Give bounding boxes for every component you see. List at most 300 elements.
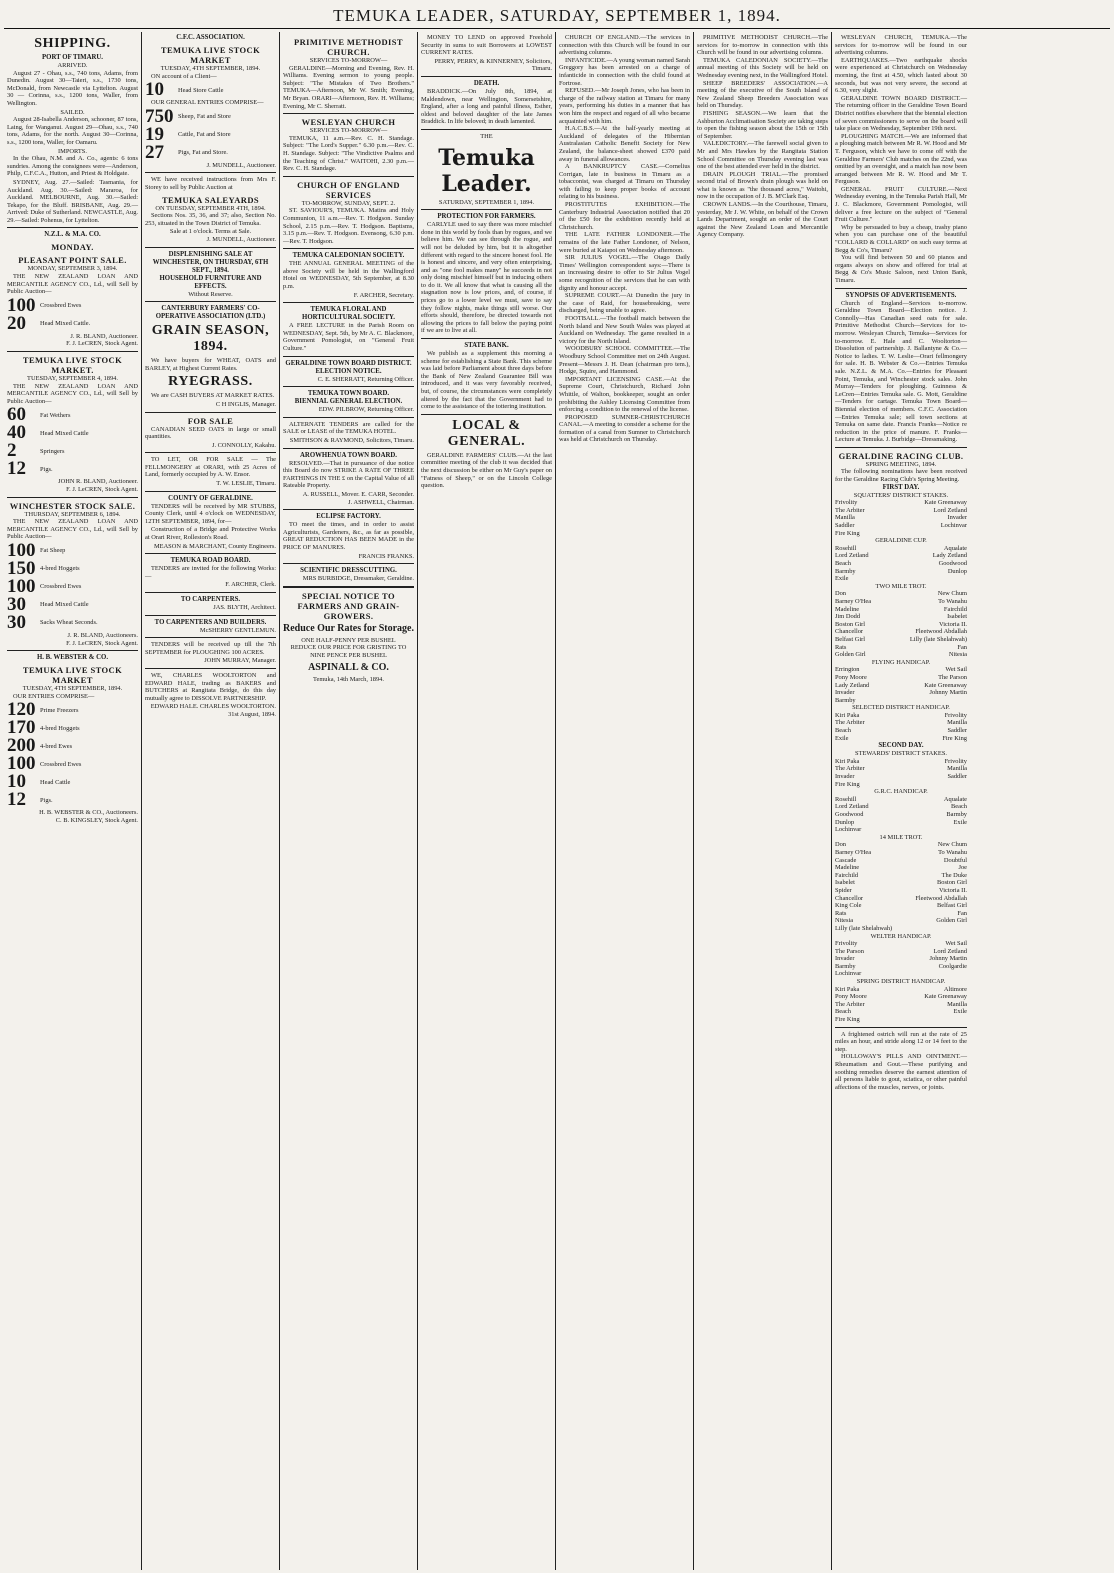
race-heading: TWO MILE TROT. xyxy=(875,582,927,590)
state-bank-article: We publish as a supplement this morning a scheme for establishing a State Bank. This scheme was laid before Parliament about three days before the Bank of New Zealand Guarantee Bill was introduced, and it was very favorably received, but, of course, the circumstances were completely altered by the fact that the Government had to come to the assistance of the tottering institution. xyxy=(421,350,552,411)
horse-name: Pony Moore xyxy=(835,993,867,1001)
horse-name: Fairchild xyxy=(943,605,967,613)
race-heading: SQUATTERS' DISTRICT STAKES. xyxy=(853,491,949,499)
imports-text: In the Ohau, N.M. and A. Co., agents: 6 tons sundries. Among the consignees were—Anderson, Philp, C.F.C.A., Hutton, and Priest & Holdgate. xyxy=(7,155,138,178)
stock-agent: F. J. LeCREN, Stock Agent. xyxy=(66,639,138,647)
horse-name: Manilla xyxy=(947,765,967,773)
horse-row xyxy=(835,970,967,978)
horse-name: Barmby xyxy=(835,962,856,970)
horse-row xyxy=(835,727,967,735)
column-2 xyxy=(142,32,280,1570)
horse-list xyxy=(835,796,967,834)
horse-name: Chancellor xyxy=(835,628,864,636)
race-heading: STEWARDS' DISTRICT STAKES. xyxy=(855,750,947,758)
horse-list xyxy=(835,758,967,788)
stock-agent: F. J. LeCREN, Stock Agent. xyxy=(66,486,138,493)
horse-row xyxy=(835,917,967,925)
horse-name: Invader xyxy=(835,955,855,963)
horse-name: Kiri Paka xyxy=(835,711,860,719)
horse-name: Doubtful xyxy=(943,856,967,864)
race-heading: FLYING HANDICAP. xyxy=(871,658,931,666)
horse-name: Lochinvar xyxy=(835,826,862,834)
column-3 xyxy=(280,32,418,1570)
horse-row xyxy=(835,682,967,690)
floral-text: A FREE LECTURE in the Parish Room on WEDNESDAY, Sept. 5th, by Mr A. C. Blackmore, Government Pomologist, on "General Fruit Culture." xyxy=(283,322,414,353)
lot-number: 60 xyxy=(7,404,26,426)
horse-name: Errington xyxy=(835,666,860,674)
horse-name: Kate Greenaway xyxy=(924,681,967,689)
horse-name: Rats xyxy=(835,909,847,917)
lot-text: Head Mixed Cattle xyxy=(40,601,89,609)
lot-number: 750 xyxy=(145,105,174,127)
horse-name: Goodwood xyxy=(938,560,967,567)
primitive-heading: PRIMITIVE METHODIST CHURCH. xyxy=(294,37,403,57)
biennial-heading: BIENNIAL GENERAL ELECTION. xyxy=(294,398,403,406)
news-item: FISHING SEASON.—We learn that the Ashburton Acclimatisation Society are taking steps to open the fishing season about the 15th or 15th of September. xyxy=(697,109,828,140)
news-item: A frightened ostrich will run at the rate of 25 miles an hour, and stride along 12 or 14 feet to the step. xyxy=(835,1030,967,1053)
horse-row xyxy=(835,514,967,522)
horse-row xyxy=(835,712,967,720)
aspinall-date: Temuka, 14th March, 1894. xyxy=(313,675,384,683)
horse-row xyxy=(835,1008,967,1016)
exports-text: SYDNEY, Aug. 27.—Sailed: Tasmania, for Auckland. Aug. 30.—Sailed: Mararoa, for Auckland. MELBOURNE, Aug. 30.—Sailed: Tekapo, for the Bluff. BRISBANE, Aug. 29.— Arrived: Duke of Sutherland. NEWCASTLE, Aug. 29.—Sailed: Pohenus, for Lyttelton. xyxy=(7,178,138,224)
horse-name: Beach xyxy=(835,727,851,735)
hbw-heading: H. B. WEBSTER & CO. xyxy=(36,654,109,662)
lot-number: 100 xyxy=(7,753,36,775)
death-heading: DEATH. xyxy=(473,79,500,87)
horse-name: To Wanahu xyxy=(938,597,967,605)
horse-name: Altimore xyxy=(943,985,967,993)
lot-text: Head Store Cattle xyxy=(178,86,224,94)
horse-row xyxy=(835,697,967,705)
lot-item xyxy=(7,773,138,791)
news-item: PLOUGHING MATCH.—We are informed that a ploughing match between Mr R. W. Hood and Mr T. Ferguson, which we have to come off with the Geraldine Farmers' Club matches on the 22nd, was omitted by an oversight, and a match has now been arranged between Mr R. W. Hood and Mr T. Ferguson. xyxy=(835,132,967,186)
horse-name: Beach xyxy=(951,803,967,811)
news-item: PROPOSED SUMNER-CHRISTCHURCH CANAL.—A meeting to consider a scheme for the formation of a canal from Sumner to Christchurch was held at Christchurch on Thursday. xyxy=(559,413,690,444)
race-heading: 14 MILE TROT. xyxy=(879,833,923,841)
horse-name: Exile xyxy=(835,734,849,742)
sale-time: Sale at 1 o'clock. Terms at Sale. xyxy=(169,228,252,236)
horse-name: To Wanahu xyxy=(938,848,967,856)
horse-name: Aqualate xyxy=(943,795,967,803)
news-item: FOOTBALL.—The football match between the North Island and New South Wales was played at Auckland on Wednesday. The game resulted in a victory for the North Island. xyxy=(559,314,690,345)
horse-row xyxy=(835,811,967,819)
horse-name: Fire King xyxy=(835,1016,860,1024)
lot-text: 4-bred Ewes xyxy=(40,742,73,750)
dressmaking-heading: SCIENTIFIC DRESSCUTTING. xyxy=(300,567,397,575)
for-sale-heading: FOR SALE xyxy=(187,415,234,426)
news-item: EARTHQUAKES.—Two earthquake shocks were experienced at Christchurch on Wednesday morning, the first at 4.50, which lasted about 30 seconds, but was not very severe, the second at 6.30, very slight. xyxy=(835,56,967,95)
news-item: GENERAL FRUIT CULTURE.—Next Wednesday evening, in the Temuka Parish Hall, Mr J. C. Blackmore, Government Pomologist, will deliver a free lecture on the subject of "General Fruit Culture." xyxy=(835,185,967,224)
sections-text: Sections Nos. 35, 36, and 37; also, Section No. 253, situated in the Town District of Temuka. xyxy=(145,212,276,227)
horse-name: Lord Zetland xyxy=(933,506,967,514)
lot-number: 100 xyxy=(7,575,36,597)
horse-row xyxy=(835,590,967,598)
church-england-heading: CHURCH OF ENGLAND SERVICES xyxy=(297,179,400,200)
horse-name: Don xyxy=(835,590,847,598)
news-item: VALEDICTORY.—The farewell social given to Mr and Mrs Hawkes by the Rangitata Station School Committee on Thursday evening last was one of the best attended ever held in the district. xyxy=(697,140,828,171)
racing-club-heading: GERALDINE RACING CLUB. xyxy=(838,450,964,461)
horse-name: Victoria II. xyxy=(938,886,967,894)
horse-list xyxy=(835,590,967,658)
grain-season-heading: GRAIN SEASON, 1894. xyxy=(151,323,270,355)
state-bank-heading: STATE BANK. xyxy=(464,342,509,350)
horse-name: Don xyxy=(835,841,847,849)
news-item: A BANKRUPTCY CASE.—Cornelius Corrigan, late in business in Timaru as a tobacconist, was charged at Timaru on Thursday with failing to keep proper books of account relating to his business. xyxy=(559,163,690,201)
horse-name: The Arbiter xyxy=(835,1000,865,1008)
stock-agent: C. B. KINGSLEY, Stock Agent. xyxy=(55,816,138,824)
franks-sign: FRANCIS FRANKS. xyxy=(358,552,414,560)
news-item: INFANTICIDE.—A young woman named Sarah Greggory has been arrested on a charge of infanticide in connection with the child found at Fortrose. xyxy=(559,56,691,87)
solicitors-sign: PERRY, PERRY, & KINNERNEY, Solicitors, Timaru. xyxy=(434,57,552,73)
news-item: DRAIN PLOUGH TRIAL.—The promised second trial of Brown's drain plough was held on what is known as "the thousand acres," Waitohi, now in the occupation of J. B. M'Clark Esq. xyxy=(697,170,828,201)
church-text: ST. SAVIOUR'S, TEMUKA. Matins and Holy Communion, 11 a.m.—Rev. T. Hodgson. Sunday School, 2.15 p.m.—Rev. T. Hodgson. Baptisms, 3.15 p.m.—Rev. T. Hodgson. Evensong, 6.30 p.m.—Rev. T. Hodgson. xyxy=(283,207,414,245)
horse-name: Invader xyxy=(947,514,967,522)
services-label: SERVICES TO-MORROW— xyxy=(309,127,388,135)
lot-number: 12 xyxy=(7,789,26,811)
shipping-heading: SHIPPING. xyxy=(34,36,111,51)
horse-name: Boston Girl xyxy=(835,620,866,628)
lot-item xyxy=(145,81,276,99)
horse-name: Lochinvar xyxy=(835,970,862,978)
eclipse-text: TO meet the times, and in order to assist Agriculturists, Gardeners, &c., as far as possible, GREAT REDUCTION HAS BEEN MADE in the PRICE OF MANURES. xyxy=(283,521,414,551)
horse-row xyxy=(835,864,967,872)
secretary-sign: F. ARCHER, Secretary. xyxy=(353,291,414,299)
lot-text: Prime Freezers xyxy=(40,706,79,714)
lot-text: 4-bred Hoggets xyxy=(40,724,80,732)
horse-name: Chancellor xyxy=(835,894,864,902)
column-6 xyxy=(694,32,832,1570)
money-text: MONEY TO LEND on approved Freehold Security in sums to suit Borrowers at LOWEST CURRENT RATES. xyxy=(421,34,552,57)
solicitors-sign: SMITHSON & RAYMOND, Solicitors, Timaru. xyxy=(289,437,414,444)
news-item: IMPORTANT LICENSING CASE.—At the Supreme Court, Christchurch, Richard John Whittle, of Walton, bookkeeper, sought an order prohibiting the Ashley Licensing Committee from enforcing a condition to the renewal of the license. xyxy=(559,375,690,414)
horse-list xyxy=(835,499,967,537)
lot-number: 150 xyxy=(7,557,36,579)
lot-text: Fat Sheep xyxy=(40,547,66,555)
horse-name: New Chum xyxy=(937,841,967,849)
horse-row xyxy=(835,803,967,811)
lot-text: Head Cattle xyxy=(40,778,71,786)
lot-number: 30 xyxy=(7,593,26,615)
horse-row xyxy=(835,606,967,614)
protection-heading: PROTECTION FOR FARMERS. xyxy=(437,213,536,221)
column-4 xyxy=(418,32,556,1570)
horse-row xyxy=(835,796,967,804)
horse-row xyxy=(835,545,967,553)
horse-row xyxy=(835,575,967,583)
lot-text: Cattle, Fat and Store xyxy=(178,131,231,139)
instructions-text: WE have received instructions from Mrs F. Storey to sell by Public Auction at xyxy=(145,176,276,191)
horse-name: Lilly (late Shelahwah) xyxy=(909,635,967,643)
halfpenny-text: ONE HALF-PENNY PER BUSHEL xyxy=(301,636,396,644)
horse-name: Invader xyxy=(835,689,855,697)
horse-row xyxy=(835,507,967,515)
news-item: Why be persuaded to buy a cheap, trashy piano when you can purchase one of the beautiful "COLLARD & COLLARD" on such easy terms at Begg & Co's, Timaru? xyxy=(835,223,967,254)
horse-row xyxy=(835,666,967,674)
synopsis-text: Church of England—Services to-morrow. Geraldine Town Board—Election notice. J. Connolly—Has Canadian seed oats for sale. Primitive Methodist Church—Services for to-morrow. Wesleyan Church, Temuka—Services for to-morrow. E. Hale and C. Wooltorton—Dissolution of partnership. J. Ballantyne & Co.—Notice to ladies. T. W. Leslie—Orari fellmongery for sale. H. B. Webster & Co.—Entries Temuka sale. N.Z.L. & M.A. Co.—Entries for Pleasant Point, Temuka, and Winchester stock sales. John Murray—Tenders for ploughing. Guinness & LeCren—Entries Temuka sale. G. Mott, Geraldine—Tenders for cartage. Temuka Town Board—Biennial election of members. C.F.C. Association—Entries Temuka sale; sell town sections at Temuka on same date. Francis Franks—Notice re reduction in the price of manure. F. Franks—Lecture at Temuka. J. Burbidge—Dressmaking. xyxy=(835,299,967,444)
horse-name: Lord Zetland xyxy=(835,803,869,811)
lot-text: Pigs, Fat and Store. xyxy=(178,149,228,157)
race-heading: SELECTED DISTRICT HANDICAP. xyxy=(852,704,950,712)
horse-name: Manilla xyxy=(835,514,855,522)
horse-name: Fire King xyxy=(835,529,860,537)
horse-name: The Parson xyxy=(938,673,967,681)
lot-text: Crossbred Ewes xyxy=(40,760,82,768)
horse-name: Jim Dodd xyxy=(835,613,861,621)
reduce-heading: Reduce Our Rates for Storage. xyxy=(283,622,414,634)
news-item: TEMUKA CALEDONIAN SOCIETY.—The annual meeting of this Society will be held on Wednesday evening next, in the Wallingford Hotel. xyxy=(697,56,828,79)
lot-number: 100 xyxy=(7,294,36,316)
monday-heading: MONDAY. xyxy=(51,242,94,253)
lot-text: Sheep, Fat and Store xyxy=(178,113,231,121)
horse-name: Saddler xyxy=(947,727,967,735)
horse-name: Kiri Paka xyxy=(835,757,860,765)
horse-row xyxy=(835,621,967,629)
horse-name: Joe xyxy=(958,864,967,872)
horse-name: Fan xyxy=(957,643,967,651)
arowhenua-heading: AROWHENUA TOWN BOARD. xyxy=(300,451,397,459)
returning-officer: EDW. PILBROW, Returning Officer. xyxy=(318,406,414,414)
caledonian-text: THE ANNUAL GENERAL MEETING of the above Society will be held in the Wallingford Hotel on WEDNESDAY, 5th September, at 8.30 p.m. xyxy=(283,260,414,291)
horse-name: Aqualate xyxy=(943,544,967,552)
death-text: BRADDICK.—On July 8th, 1894, at Maldendown, near Wellington, Somersetshire, England, after a long and painful illness, Esther, oldest and beloved daughter of the late James Braddick. In life beloved; in death lamented. xyxy=(421,87,552,126)
horse-list xyxy=(835,841,967,932)
race-heading: SPRING DISTRICT HANDICAP. xyxy=(856,978,946,986)
lot-number: 200 xyxy=(7,735,36,757)
horse-name: Exile xyxy=(953,818,967,826)
horse-name: Golden Girl xyxy=(936,917,967,925)
buyers-text: We have buyers for WHEAT, OATS and BARLEY, at Highest Current Rates. xyxy=(145,357,276,372)
horse-row xyxy=(835,895,967,903)
auctioneer: H. B. WEBSTER & CO., Auctioneers. xyxy=(39,809,138,817)
entries-text: OUR ENTRIES COMPRISE— xyxy=(13,692,95,700)
horse-name: Manilla xyxy=(947,1000,967,1008)
horse-name: Beach xyxy=(835,1008,851,1016)
horse-row xyxy=(835,522,967,530)
horse-name: Pony Moore xyxy=(835,673,867,681)
masthead: TEMUKA LEADER, SATURDAY, SEPTEMBER 1, 1894. xyxy=(333,6,781,25)
lot-text: Pigs. xyxy=(40,796,53,804)
services-label: SERVICES TO-MORROW— xyxy=(309,57,388,64)
horse-name: Lady Zetland xyxy=(835,681,870,689)
contractor-sign: McSHERRY GENTLEMUN. xyxy=(199,626,276,634)
news-item: CROWN LANDS.—In the Courthouse, Timaru, yesterday, Mr J. W. White, on behalf of the Crown Lands Department, sought an order of the Court against the New Zealand Loan and Mercantile Agency Company. xyxy=(697,201,828,239)
horse-name: Madeline xyxy=(835,864,860,872)
news-item: THE LATE FATHER LONDONER.—The remains of the late Father Londoner, of Nelson, were buried at Kaiapoi on Wednesday afternoon. xyxy=(559,231,690,254)
news-item: WOODBURY SCHOOL COMMITTEE.—The Woodbury School Committee met on 24th August. Present—Messrs J. H. Dean (chairman pro tem.), Hodge, Squire, and Hammond. xyxy=(559,345,690,376)
pleasant-heading: PLEASANT POINT SALE. xyxy=(18,255,127,266)
lot-number: 10 xyxy=(7,771,26,793)
horse-row xyxy=(835,773,967,781)
temuka-board-heading: TEMUKA TOWN BOARD. xyxy=(307,390,390,398)
horse-name: Barmby xyxy=(946,811,967,818)
column-1 xyxy=(4,32,142,1570)
geraldine-board-heading: GERALDINE TOWN BOARD DISTRICT. xyxy=(285,359,412,367)
auctioneer: JOHN R. BLAND, Auctioneer. xyxy=(58,478,138,486)
auctioneer: J. MUNDELL, Auctioneer. xyxy=(206,161,276,169)
horse-name: Dunlop xyxy=(835,818,855,826)
issue-date: SATURDAY, SEPTEMBER 1, 1894. xyxy=(438,198,535,206)
horse-row xyxy=(835,925,967,933)
lot-number: 2 xyxy=(7,440,17,462)
horse-row xyxy=(835,948,967,956)
clerk-sign: F. ARCHER, Clerk. xyxy=(225,581,276,589)
sailed-label: SAILED. xyxy=(60,108,85,116)
lot-item xyxy=(7,791,138,809)
lot-item xyxy=(145,123,276,145)
local-general-heading: LOCAL & GENERAL. xyxy=(447,417,526,449)
sale-date: TUESDAY, 4TH SEPTEMBER, 1894. xyxy=(160,65,261,72)
lot-text: Sacks Wheat Seconds. xyxy=(40,619,98,627)
seed-oats-text: CANADIAN SEED OATS in large or small quantities. xyxy=(145,425,276,441)
horse-name: Fire King xyxy=(835,780,860,788)
lot-number: 120 xyxy=(7,699,36,721)
lot-text: Crossbred Ewes xyxy=(40,583,82,591)
manager-sign: C H INGLIS, Manager. xyxy=(215,400,276,408)
election-heading: ELECTION NOTICE. xyxy=(315,367,382,375)
temuka-live-heading: TEMUKA LIVE STOCK MARKET xyxy=(160,45,261,65)
horse-row xyxy=(835,758,967,766)
without-reserve: Without Reserve. xyxy=(188,290,233,298)
horse-name: Invader xyxy=(835,773,855,781)
horse-name: King Cole xyxy=(835,902,862,910)
architect-sign: JAS. BLYTH, Architect. xyxy=(213,604,276,611)
horse-row xyxy=(835,993,967,1001)
protection-article: CARLYLE used to say there was more mischief done in this world by fools than by rogues, and we believe him. We can see through the rogue, and will not be deluded by him, but it is altogether different with regard to the sincere honest fool. He is honest and sincere, and very often enterprising, and as "one fool makes many" he succeeds in not only doing mischief himself but in inducing others to do it. We all know that what is causing all the stagnation now is low prices, and, of course, if prices go to a lower level we must, save to say they follow nights, make things still worse. Our efforts should, therefore, be directed towards not allowing the prices to fall below the paying point if we are to live at all. xyxy=(421,221,552,335)
horse-name: Barney O'Hea xyxy=(835,597,872,605)
news-item: SIR JULIUS VOGEL.—The Otago Daily Times' Wellington correspondent says:—There is an increasing desire to offer to Sir Julius Vogel some recognition of the services that he can with dignity and honour accept. xyxy=(559,254,690,292)
resolved-text: RESOLVED.—That in pursuance of due notice this Board do now STRIKE A RATE OF THREE FARTHINGS IN THE £ on the Capital Value of all Rateable Property. xyxy=(283,459,414,490)
engineers-sign: MEASON & MARCHANT, County Engineers. xyxy=(153,542,276,550)
horse-row xyxy=(835,644,967,652)
winchester-heading: WINCHESTER STOCK SALE. xyxy=(9,500,136,511)
horse-name: Saddler xyxy=(835,522,855,530)
church-date: TO-MORROW, SUNDAY, SEPT. 2. xyxy=(301,199,396,207)
horse-row xyxy=(835,613,967,621)
horse-row xyxy=(835,887,967,895)
news-item: PRIMITIVE METHODIST CHURCH.—The services for to-morrow in connection with this Church will be found in our advertising columns. xyxy=(697,34,828,57)
general-text: OUR GENERAL ENTRIES COMPRISE— xyxy=(151,99,264,107)
horse-row xyxy=(835,735,967,743)
horse-row xyxy=(835,568,967,576)
plough-text: TENDERS will be received up till the 7th SEPTEMBER for PLOUGHING 100 ACRES. xyxy=(145,641,276,656)
news-item: WESLEYAN CHURCH, TEMUKA.—The services for to-morrow will be found in our advertising columns. xyxy=(835,34,967,57)
lot-number: 30 xyxy=(7,611,26,633)
lot-number: 20 xyxy=(7,312,26,334)
horse-name: Lochinvar xyxy=(940,522,967,530)
carpenters-heading: TO CARPENTERS. xyxy=(180,596,241,603)
horse-row xyxy=(835,841,967,849)
horse-row xyxy=(835,819,967,827)
horse-name: Kate Greenaway xyxy=(924,993,967,1001)
horse-row xyxy=(835,879,967,887)
nz-loan-text: THE NEW ZEALAND LOAN AND MERCANTILE AGENCY CO., Ld., will Sell by Public Auction— xyxy=(7,273,138,296)
horse-name: Isabelet xyxy=(835,879,855,887)
horse-list xyxy=(835,940,967,978)
horse-row xyxy=(835,940,967,948)
lot-text: Head Mixed Cattle. xyxy=(40,320,91,328)
racing-intro: The following nominations have been received for the Geraldine Racing Club's Spring Meeting. xyxy=(835,468,967,484)
horse-name: Wet Sail xyxy=(945,666,967,674)
auctioneer: J. R. BLAND, Auctioneer. xyxy=(70,332,138,340)
horse-name: Fleetwood Abdallah xyxy=(915,628,967,636)
lot-item xyxy=(7,406,138,424)
lot-number: 12 xyxy=(7,458,26,480)
partnership-text: WE, CHARLES WOOLTORTON and EDWARD HALE, trading as BAKERS and BUTCHERS at Rangitata Bridge, do this day mutually agree to DISSOLVE PARTNERSHIP. xyxy=(145,671,276,702)
lot-text: Fat Wethers xyxy=(40,411,71,419)
horse-list xyxy=(835,545,967,583)
eclipse-heading: ECLIPSE FACTORY. xyxy=(316,513,381,521)
to-let-text: TO LET, OR FOR SALE — The FELLMONGERY at ORARI, with 25 Acres of Land, formerly occupied by A. W. Ensor. xyxy=(145,456,276,479)
lot-number: 40 xyxy=(7,422,26,444)
column-7 xyxy=(832,32,970,1570)
nz-loan-text: THE NEW ZEALAND LOAN AND MERCANTILE AGENCY CO., Ld., will Sell by Public Auction— xyxy=(7,382,138,405)
temuka-date: TUESDAY, 4TH SEPTEMBER, 1894. xyxy=(22,685,123,693)
horse-name: Golden Girl xyxy=(835,651,866,659)
lot-item xyxy=(7,294,138,316)
horse-name: Lord Zetland xyxy=(933,947,967,955)
horse-name: Johnny Martin xyxy=(929,955,967,963)
horse-name: Lady Zetland xyxy=(932,552,967,560)
lot-item xyxy=(7,312,138,334)
horse-name: The Arbiter xyxy=(835,506,865,514)
horse-list xyxy=(835,712,967,742)
pleasant-date: MONDAY, SEPTEMBER 3, 1894. xyxy=(27,265,118,273)
horse-name: Beach xyxy=(835,560,851,567)
nzla-heading: N.Z.L. & M.A. CO. xyxy=(44,231,101,239)
horse-name: Lord Zetland xyxy=(835,552,869,560)
returning-officer: C. E. SHERRATT, Returning Officer. xyxy=(317,375,414,383)
winchester-date: THURSDAY, SEPTEMBER 6, 1894. xyxy=(24,510,121,518)
news-item: REFUSED.—Mr Joseph Jones, who has been in charge of the railway station at Timaru for many years, performing his duties in a manner that has won him the respect and regard of all who became acquainted with him. xyxy=(559,87,690,125)
news-item: H.A.C.B.S.—At the half-yearly meeting at Auckland of delegates of the Hibernian Australasian Catholic Benefit Society for New Zealand, the balance-sheet showed £370 paid away in funeral allowances. xyxy=(559,125,690,163)
horse-row xyxy=(835,849,967,857)
lot-item xyxy=(7,755,138,773)
gristing-text: REDUCE OUR PRICE FOR GRISTING TO NINE PENCE PER BUSHEL xyxy=(290,644,407,659)
seller-sign: J. CONNOLLY, Kakahu. xyxy=(211,441,276,449)
race-heading: GERALDINE CUP. xyxy=(875,537,927,545)
horse-name: The Arbiter xyxy=(835,719,865,727)
partnership-sign: EDWARD HALE. CHARLES WOOLTORTON. 31st August, 1894. xyxy=(150,703,276,718)
news-item: GERALDINE TOWN BOARD DISTRICT.—The returning officer in the Geraldine Town Board District notifies elsewhere that the biennial election of seven commissioners to serve on the board will take place on Wednesday, September 19th next. xyxy=(835,94,967,133)
aspinall-heading: ASPINALL & CO. xyxy=(308,661,389,673)
wesleyan-text: TEMUKA, 11 a.m.—Rev. C. H. Standage. Subject: "The Lord's Supper." 6.30 p.m.—Rev. C. H. Standage. Subject: "The Vindictive Psalms and the Teaching of Christ." WAITOHI, 2.30 p.m.—Rev. C. H. Standage. xyxy=(283,134,414,173)
masthead-rule xyxy=(4,28,1110,29)
horse-row xyxy=(835,857,967,865)
local-general-article: GERALDINE FARMERS' CLUB.—At the last committee meeting of the club it was decided that the next discussion be either on Mr Guy's paper on "Fatness of Sheep," or on the Lincoln College question. xyxy=(421,451,552,490)
race-heading: WELTER HANDICAP. xyxy=(870,932,932,940)
lot-text: Springers xyxy=(40,447,65,455)
horse-row xyxy=(835,781,967,789)
lot-item xyxy=(7,442,138,460)
the-label: THE xyxy=(480,132,493,140)
client-text: ON account of a Client— xyxy=(151,72,217,80)
lot-item xyxy=(145,105,276,127)
horse-row xyxy=(835,872,967,880)
horse-name: Boston Girl xyxy=(936,879,967,887)
horse-name: New Chum xyxy=(937,590,967,598)
horse-name: Barney O'Hea xyxy=(835,848,872,856)
lot-item xyxy=(7,611,138,633)
lot-number: 27 xyxy=(145,141,164,163)
horse-row xyxy=(835,910,967,918)
horse-name: Madeline xyxy=(835,605,860,613)
horse-name: Nitesia xyxy=(948,651,967,659)
horse-name: Rats xyxy=(835,643,847,651)
sailed-text: August 28-Isabella Anderson, schooner, 87 tons, Laing, for Wanganui. August 29—Ohau, s.s., 740 tons, Adams, for the north. August 30—Corinna, s.s., 1200 tons, Waller, for Oamaru. xyxy=(7,116,138,146)
column-5 xyxy=(556,32,694,1570)
horse-row xyxy=(835,530,967,538)
